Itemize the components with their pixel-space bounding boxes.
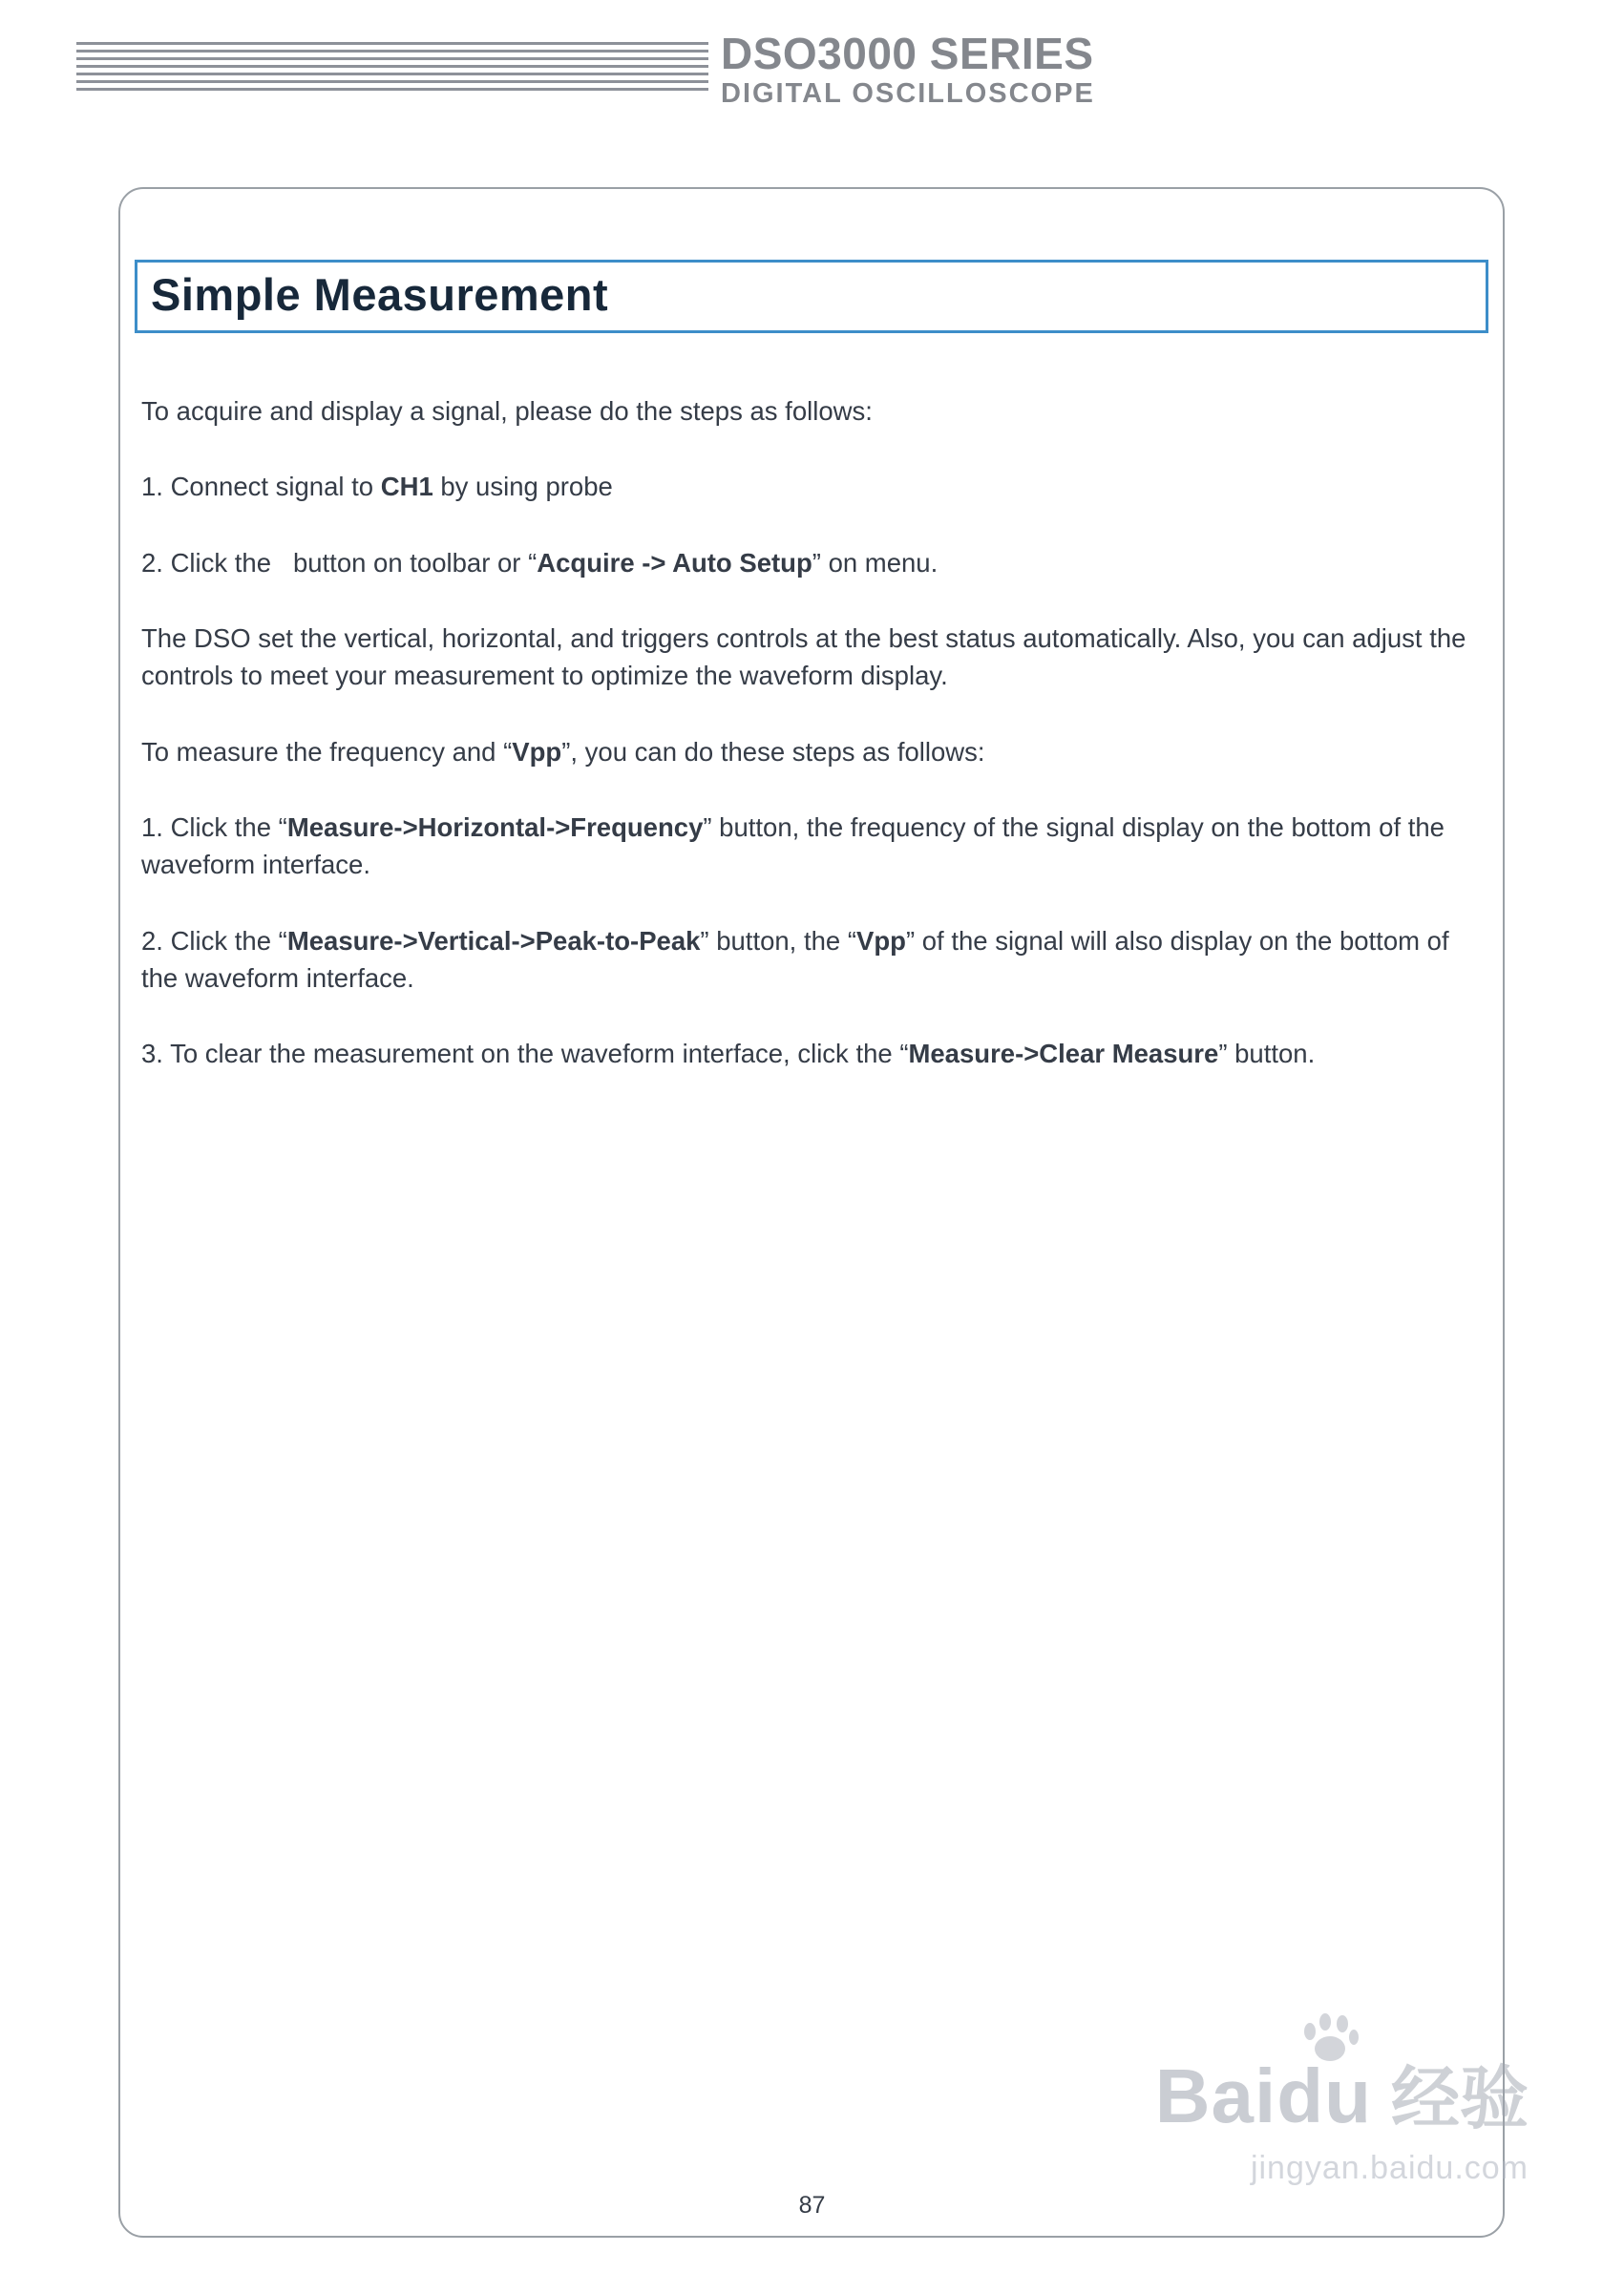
- brand-title: DSO3000 SERIES: [721, 29, 1094, 78]
- paragraph: To measure the frequency and “Vpp”, you can do these steps as follows:: [141, 736, 985, 767]
- content-box: [118, 187, 1505, 2238]
- paragraph: 3. To clear the measurement on the waveform interface, click the “Measure->Clear Measure” button.: [141, 1039, 1316, 1069]
- paragraph: 1. Click the “Measure->Horizontal->Frequency” button, the frequency of the signal display on the bottom of the waveform interface.: [141, 811, 1445, 880]
- watermark-brand-text: Baidu: [1154, 2053, 1372, 2138]
- header-lines-decoration: [76, 42, 708, 95]
- section-title-box: [135, 260, 1488, 333]
- watermark-url: jingyan.baidu.com: [1250, 2150, 1529, 2186]
- paragraph: The DSO set the vertical, horizontal, and triggers controls at the best status automatically. Also, you can adjust the controls to meet your measurement to optimize the waveform display.: [141, 622, 1466, 691]
- brand-subtitle: DIGITAL OSCILLOSCOPE: [721, 78, 1095, 110]
- paragraph: 2. Click the button on toolbar or “Acquire -> Auto Setup” on menu.: [141, 547, 939, 578]
- page-number: 87: [798, 2192, 826, 2219]
- paragraph: To acquire and display a signal, please do the steps as follows:: [141, 396, 873, 426]
- paragraph: 1. Connect signal to CH1 by using probe: [141, 472, 613, 502]
- body-text: [120, 392, 1503, 1072]
- watermark-brand-chinese: 经验: [1390, 2061, 1529, 2137]
- paragraph: 2. Click the “Measure->Vertical->Peak-to-Peak” button, the “Vpp” of the signal will also display on the bottom of the waveform interface.: [141, 925, 1449, 993]
- brand-block: [721, 31, 1551, 110]
- section-title: Simple Measurement: [151, 269, 609, 320]
